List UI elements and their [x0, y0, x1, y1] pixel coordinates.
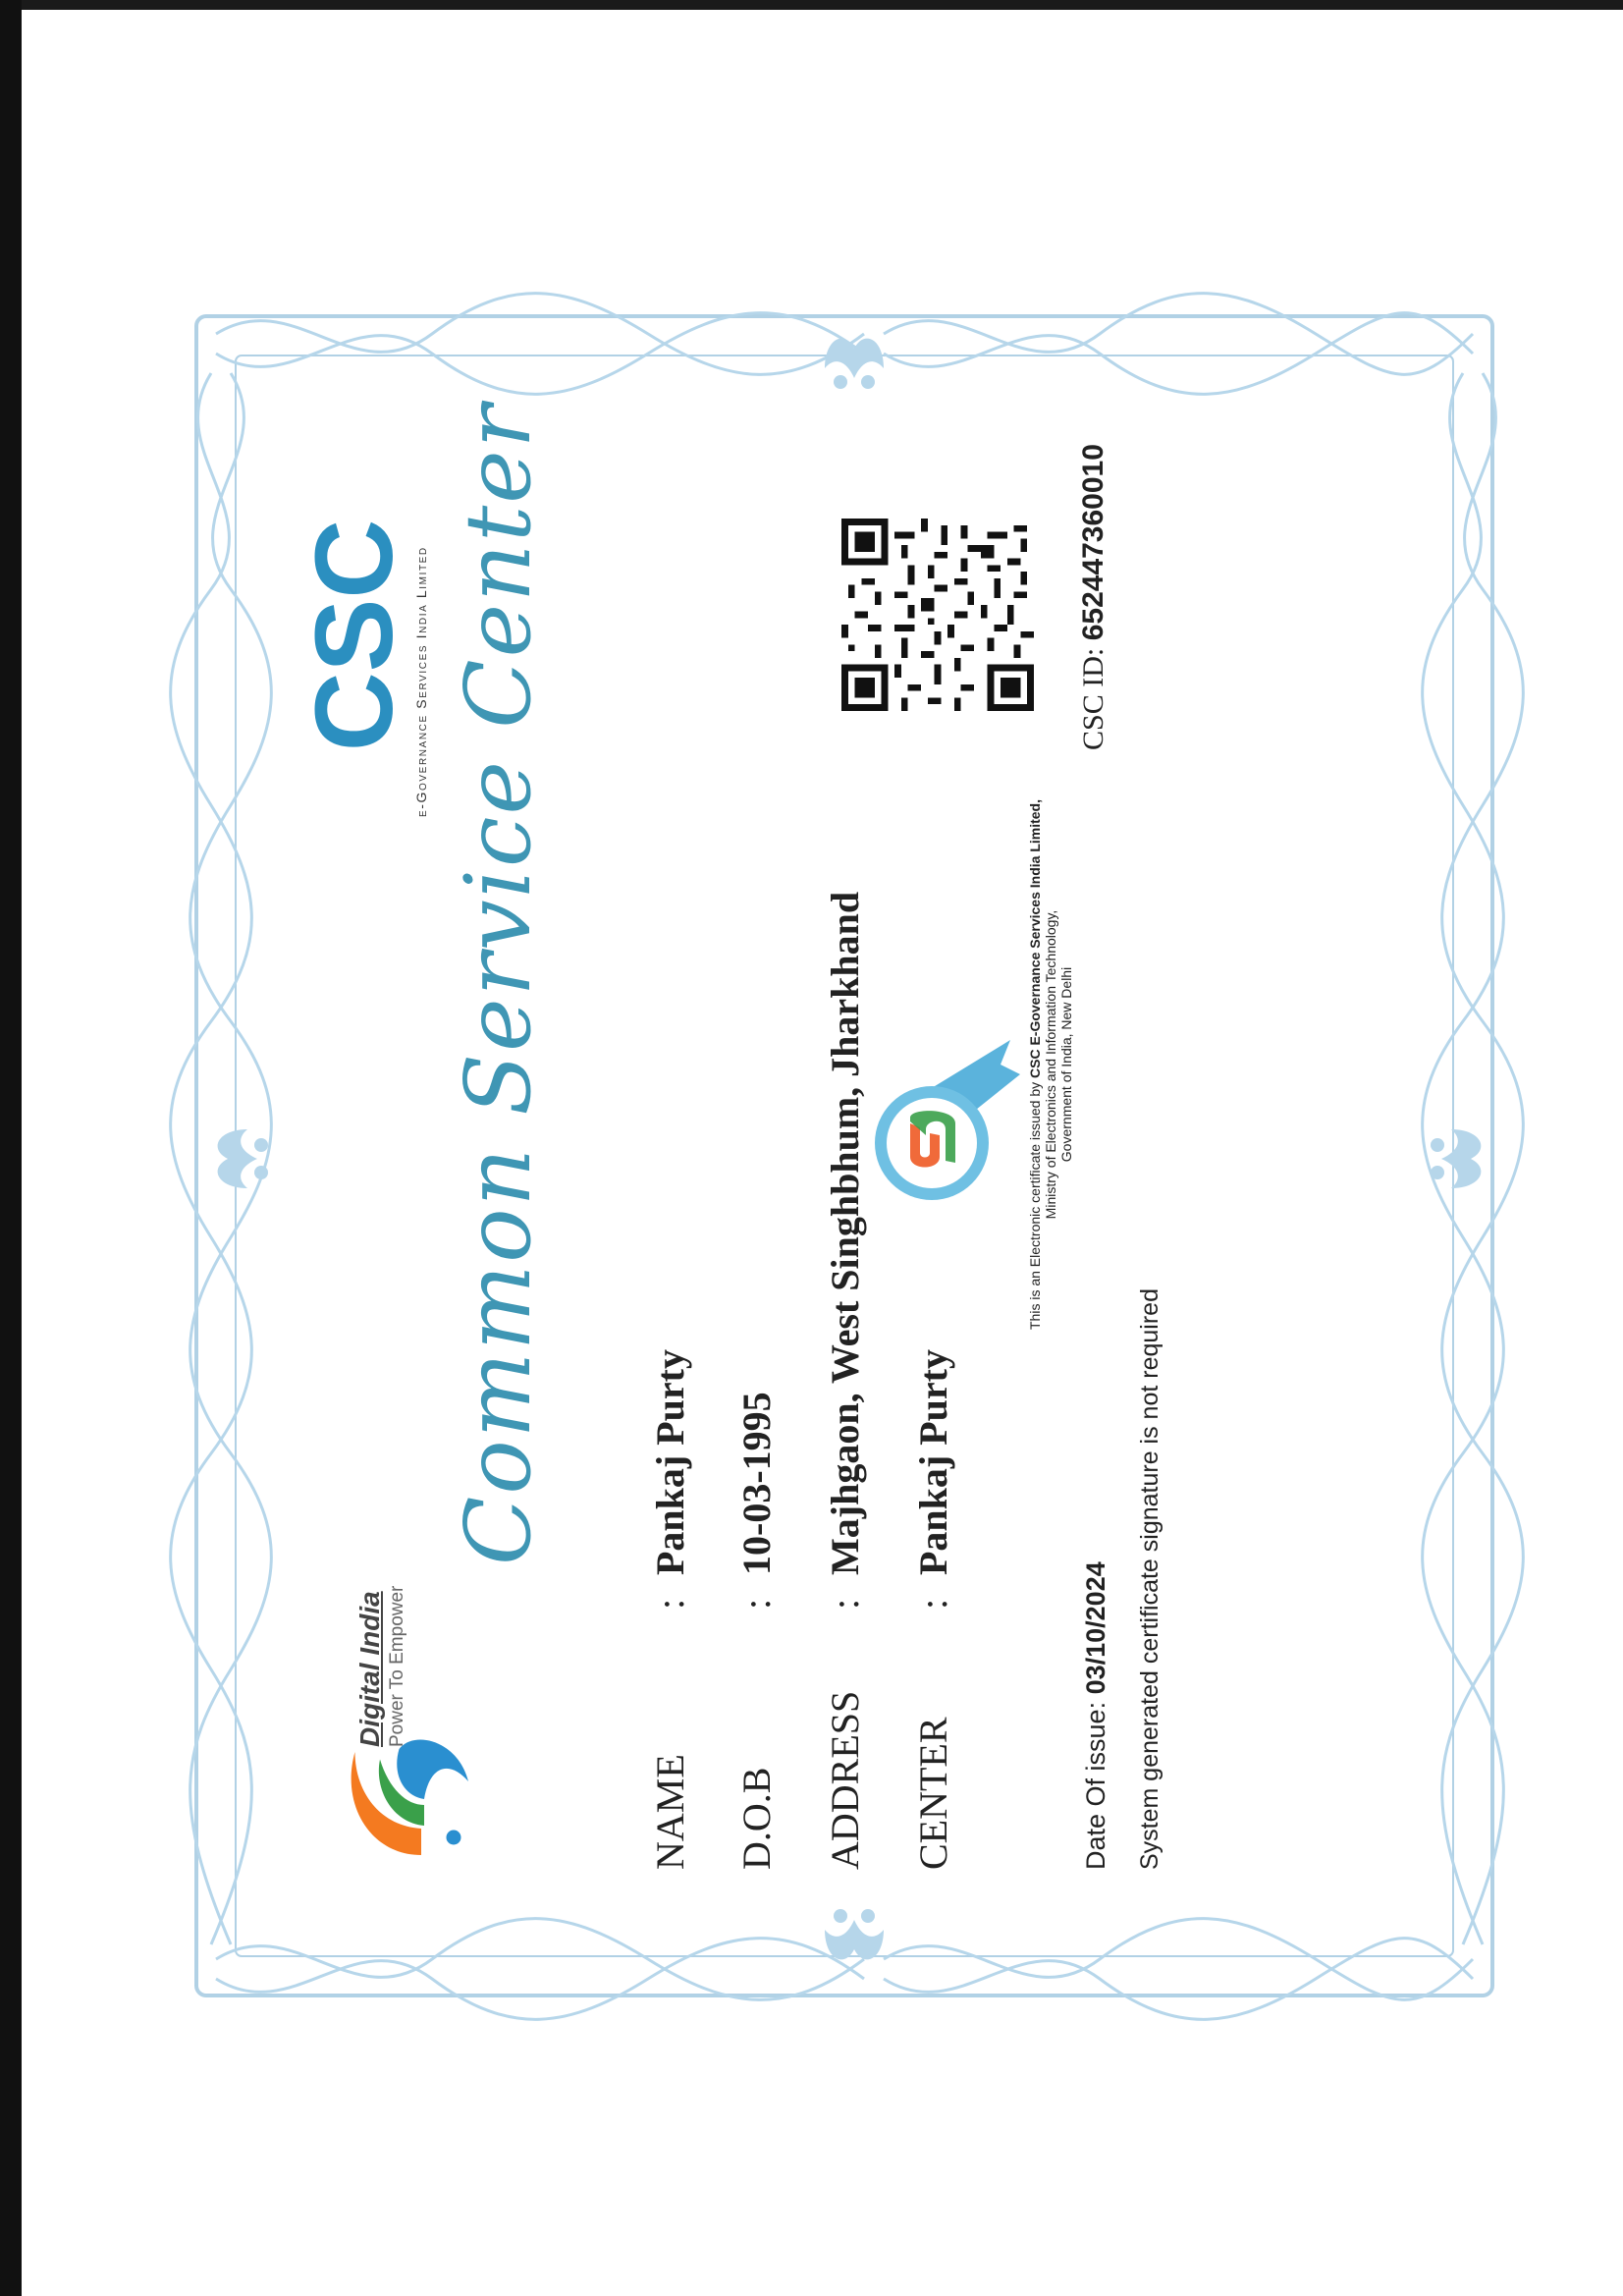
field-value-address: Majhgaon, West Singhbhum, Jharkhand — [823, 891, 867, 1575]
field-separator: : — [911, 1598, 955, 1610]
csc-id-label: CSC ID: — [1077, 647, 1109, 750]
certificate-heading: Common Service Center — [446, 403, 551, 1565]
digital-india-title: Digital India — [354, 1591, 385, 1747]
digital-india-tagline: Power To Empower — [387, 1585, 407, 1747]
issuer-line-1-prefix: This is an Electronic certificate issued by — [1027, 1078, 1043, 1330]
field-label: CENTER — [911, 1717, 955, 1870]
field-value-dob: 10-03-1995 — [734, 1392, 779, 1575]
field-value-center: Pankaj Purty — [911, 1349, 955, 1575]
issuer-line-1-bold: CSC E-Governance Services India Limited, — [1027, 799, 1043, 1078]
award-badge-icon — [863, 1035, 1020, 1212]
field-label: D.O.B — [734, 1767, 779, 1870]
field-separator: : — [734, 1598, 779, 1610]
csc-id-value: 652447360010 — [1077, 444, 1109, 641]
certificate-body — [186, 308, 1383, 2017]
field-label: NAME — [648, 1754, 692, 1870]
field-separator: : — [823, 1598, 867, 1610]
date-value: 03/10/2024 — [1081, 1561, 1110, 1695]
date-of-issue — [1081, 1561, 1111, 1870]
csc-tagline: e-Governance Services India Limited — [413, 546, 429, 817]
field-separator: : — [648, 1598, 692, 1610]
field-label: ADDRESS — [823, 1690, 867, 1870]
issuer-statement — [1027, 701, 1074, 1428]
field-value-name: Pankaj Purty — [648, 1349, 692, 1575]
qr-code — [841, 519, 1034, 711]
csc-id — [1077, 444, 1110, 750]
issuer-line-3: Government of India, New Delhi — [1058, 966, 1074, 1163]
csc-logo — [293, 519, 415, 752]
date-label: Date Of issue: — [1081, 1701, 1110, 1870]
issuer-line-2: Ministry of Electronics and Information Technology, — [1043, 909, 1058, 1220]
system-note: System generated certificate signature is not required — [1136, 1288, 1163, 1870]
csc-logo-text: CSC — [293, 519, 415, 752]
